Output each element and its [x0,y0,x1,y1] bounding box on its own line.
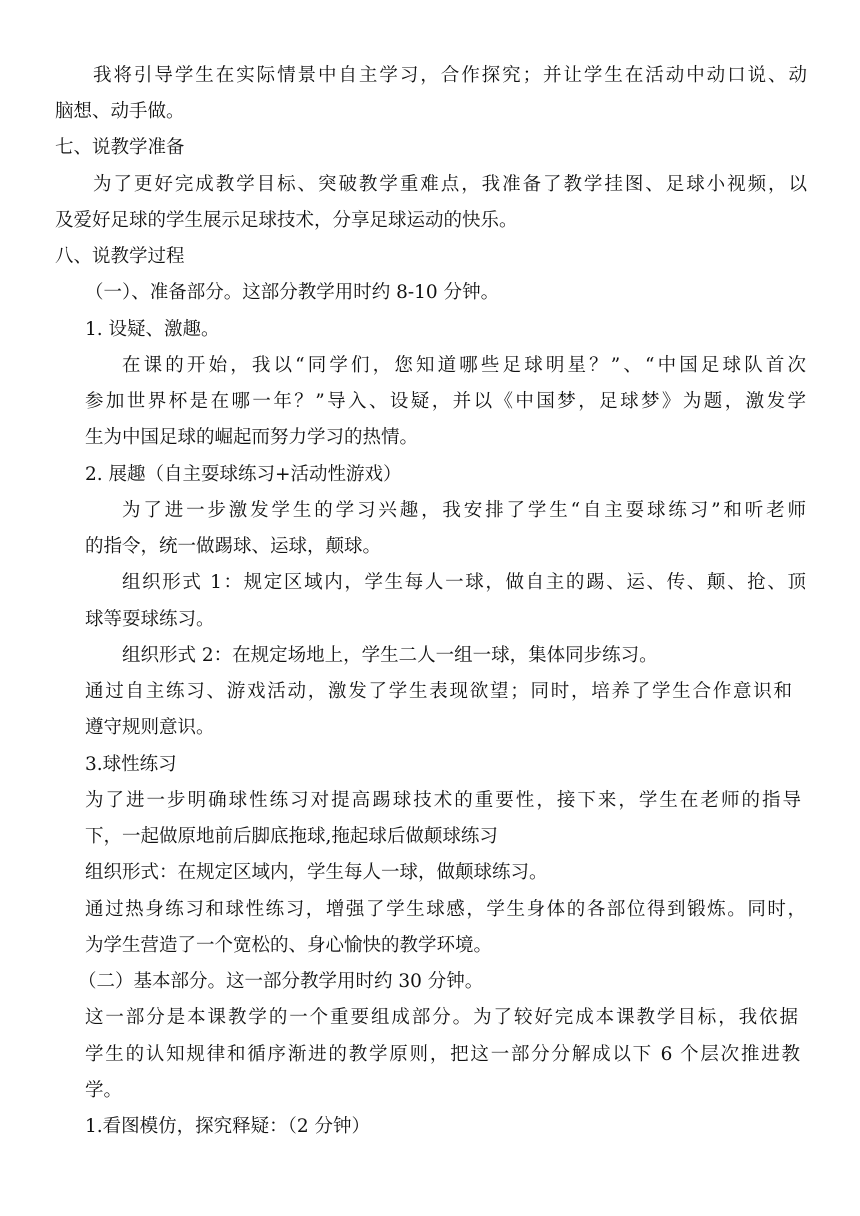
paragraph-line: 通过热身练习和球性练习，增强了学生球感，学生身体的各部位得到锻炼。同时， [85,899,806,920]
list-item-heading: 1. 设疑、激趣。 [85,319,220,340]
paragraph-line: 脑想、动手做。 [55,101,185,122]
paragraph-line: 为学生营造了一个宽松的、身心愉快的教学环境。 [85,935,493,956]
paragraph-line: 这一部分是本课教学的一个重要组成部分。为了较好完成本课教学目标，我依据 [85,1007,798,1028]
list-item-heading: 3.球性练习 [85,754,177,775]
paragraph-line: 参加世界杯是在哪一年？”导入、设疑，并以《中国梦，足球梦》为题，激发学 [85,391,806,412]
paragraph-line: 在课的开始，我以“同学们，您知道哪些足球明星？”、“中国足球队首次 [122,355,806,376]
section-heading: 七、说教学准备 [55,137,185,158]
subsection-heading: （二）基本部分。这一部分教学用时约 30 分钟。 [78,971,484,992]
paragraph-line: 为了进一步明确球性练习对提高踢球技术的重要性，接下来，学生在老师的指导 [85,790,801,811]
paragraph-line: 组织形式：在规定区域内，学生每人一球，做颠球练习。 [85,862,548,883]
paragraph-line: 为了进一步激发学生的学习兴趣，我安排了学生“自主耍球练习”和听老师 [122,500,806,521]
paragraph-line: 下，一起做原地前后脚底拖球,拖起球后做颠球练习 [85,826,498,847]
paragraph-line: 我将引导学生在实际情景中自主学习，合作探究；并让学生在活动中动口说、动 [93,65,807,86]
paragraph-line: 组织形式 2：在规定场地上，学生二人一组一球，集体同步练习。 [122,645,658,666]
paragraph-line: 学生的认知规律和循序渐进的教学原则，把这一部分分解成以下 6 个层次推进教 [85,1044,800,1065]
paragraph-line: 组织形式 1：规定区域内，学生每人一球，做自主的踢、运、传、颠、抢、顶 [122,572,806,593]
list-item-heading: 1.看图模仿，探究释疑：（2 分钟） [85,1116,371,1137]
paragraph-line: 学。 [85,1080,123,1101]
paragraph-line: 为了更好完成教学目标、突破教学重难点，我准备了教学挂图、足球小视频，以 [93,174,807,195]
paragraph-line: 通过自主练习、游戏活动，激发了学生表现欲望；同时，培养了学生合作意识和 [85,681,792,702]
subsection-heading: （一）、准备部分。这部分教学用时约 8-10 分钟。 [85,282,500,303]
paragraph-line: 的指令，统一做踢球、运球，颠球。 [85,536,382,557]
list-item-heading: 2. 展趣（自主耍球练习+活动性游戏） [85,464,402,485]
paragraph-line: 生为中国足球的崛起而努力学习的热情。 [85,427,419,448]
paragraph-line: 球等耍球练习。 [85,609,215,630]
paragraph-line: 遵守规则意识。 [85,717,215,738]
paragraph-line: 及爱好足球的学生展示足球技术，分享足球运动的快乐。 [55,210,518,231]
section-heading: 八、说教学过程 [55,246,185,267]
